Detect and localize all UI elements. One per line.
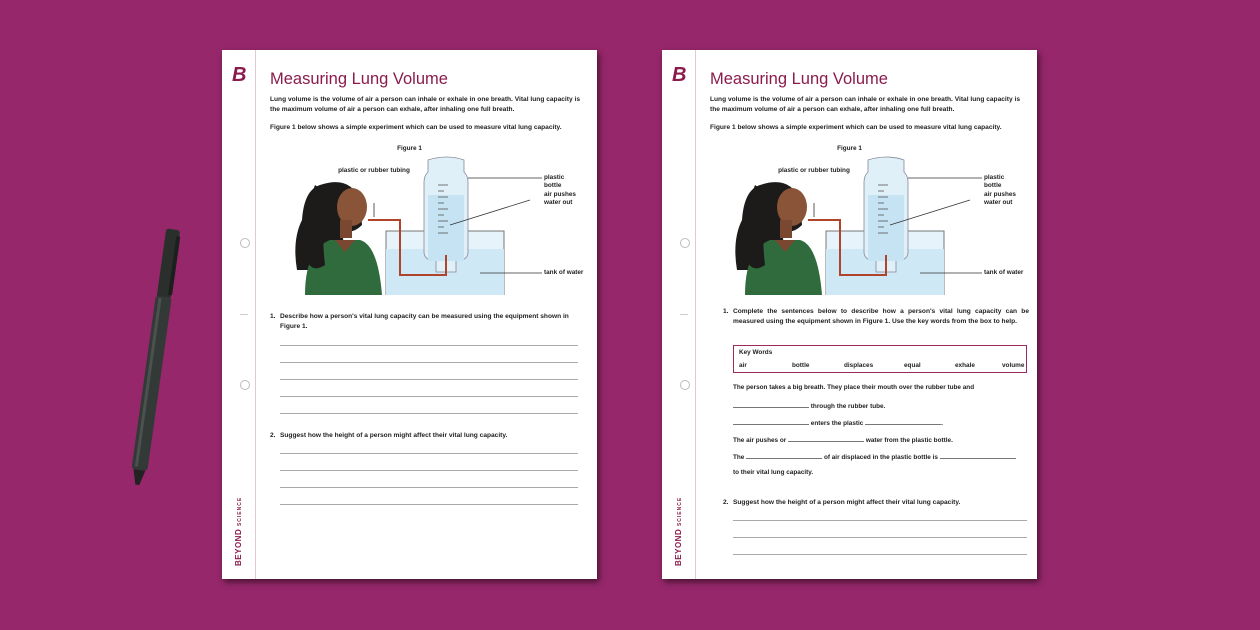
question-2: 2. Suggest how the height of a person might affect their vital lung capacity. <box>723 499 961 506</box>
margin-line <box>695 50 696 579</box>
label-tubing: plastic or rubber tubing <box>338 167 410 174</box>
question-1: 1. Describe how a person's vital lung capacity can be measured using the equipment shown in Figure 1. <box>270 313 569 330</box>
punch-hole <box>680 380 690 390</box>
punch-hole <box>240 238 250 248</box>
answer-line[interactable] <box>280 504 578 505</box>
worksheet-2 <box>662 50 1037 579</box>
figure-title: Figure 1 <box>397 145 422 152</box>
blank-field[interactable] <box>733 401 809 408</box>
answer-line[interactable] <box>280 413 578 414</box>
answer-line[interactable] <box>733 520 1027 521</box>
key-word: displaces <box>844 362 874 369</box>
page-title: Measuring Lung Volume <box>710 70 888 88</box>
fold-mark <box>240 314 248 315</box>
logo: B <box>672 64 687 86</box>
question-1: 1. Complete the sentences below to describe how a person's vital lung capacity can be measured using the equipment shown in Figure 1. Use the key words from the box to help. <box>723 308 1029 325</box>
figure-intro: Figure 1 below shows a simple experiment which can be used to measure vital lung capacity. <box>710 124 1002 131</box>
intro-text: Lung volume is the volume of air a person can inhale or exhale in one breath. Vital lung capacity is the maximum volume of air a person can exhale, after inhaling one full breath. <box>270 96 580 113</box>
answer-line[interactable] <box>280 379 578 380</box>
sentence-5: The of air displaced in the plastic bottle is <box>733 452 1016 461</box>
key-words-box <box>733 345 1027 373</box>
margin-line <box>255 50 256 579</box>
blank-field[interactable] <box>746 452 822 459</box>
answer-line[interactable] <box>280 470 578 471</box>
punch-hole <box>240 380 250 390</box>
sentence-6: to their vital lung capacity. <box>733 469 814 476</box>
label-tubing: plastic or rubber tubing <box>778 167 850 174</box>
figure-intro: Figure 1 below shows a simple experiment which can be used to measure vital lung capacity. <box>270 124 562 131</box>
brand-text: BEYOND SCIENCE <box>234 496 243 566</box>
label-bottle: plastic bottle <box>544 174 565 189</box>
sentence-4: The air pushes or water from the plastic bottle. <box>733 437 953 444</box>
blank-field[interactable] <box>733 418 809 425</box>
key-word: exhale <box>955 362 975 369</box>
sentence-2: through the rubber tube. <box>733 401 885 410</box>
pen <box>124 227 186 490</box>
sentence-1: The person takes a big breath. They place their mouth over the rubber tube and <box>733 384 975 391</box>
page-title: Measuring Lung Volume <box>270 70 448 88</box>
label-bottle: plastic bottle <box>984 174 1005 189</box>
label-tank: tank of water <box>984 269 1024 276</box>
fold-mark <box>680 314 688 315</box>
answer-line[interactable] <box>280 487 578 488</box>
label-air: air pushes water out <box>544 191 576 206</box>
answer-line[interactable] <box>733 537 1027 538</box>
answer-line[interactable] <box>733 554 1027 555</box>
key-words-title: Key Words <box>739 349 773 356</box>
blank-field[interactable] <box>865 418 941 425</box>
answer-line[interactable] <box>280 362 578 363</box>
punch-hole <box>680 238 690 248</box>
figure-title: Figure 1 <box>837 145 862 152</box>
worksheet-1 <box>222 50 597 579</box>
blank-field[interactable] <box>788 435 864 442</box>
sentence-3: enters the plastic . <box>733 418 943 427</box>
answer-line[interactable] <box>280 453 578 454</box>
blank-field[interactable] <box>940 452 1016 459</box>
answer-line[interactable] <box>280 396 578 397</box>
experiment-figure <box>280 155 584 295</box>
brand-text: BEYOND SCIENCE <box>674 496 683 566</box>
intro-text: Lung volume is the volume of air a person can inhale or exhale in one breath. Vital lung capacity is the maximum volume of air a person can exhale, after inhaling one full breath. <box>710 96 1020 113</box>
answer-line[interactable] <box>280 345 578 346</box>
key-word: volume <box>1002 362 1025 369</box>
key-word: air <box>739 362 747 369</box>
question-2: 2. Suggest how the height of a person might affect their vital lung capacity. <box>270 432 508 439</box>
key-word: bottle <box>792 362 810 369</box>
label-air: air pushes water out <box>984 191 1016 206</box>
logo: B <box>232 64 247 86</box>
experiment-figure <box>720 155 1024 295</box>
label-tank: tank of water <box>544 269 584 276</box>
key-word: equal <box>904 362 921 369</box>
